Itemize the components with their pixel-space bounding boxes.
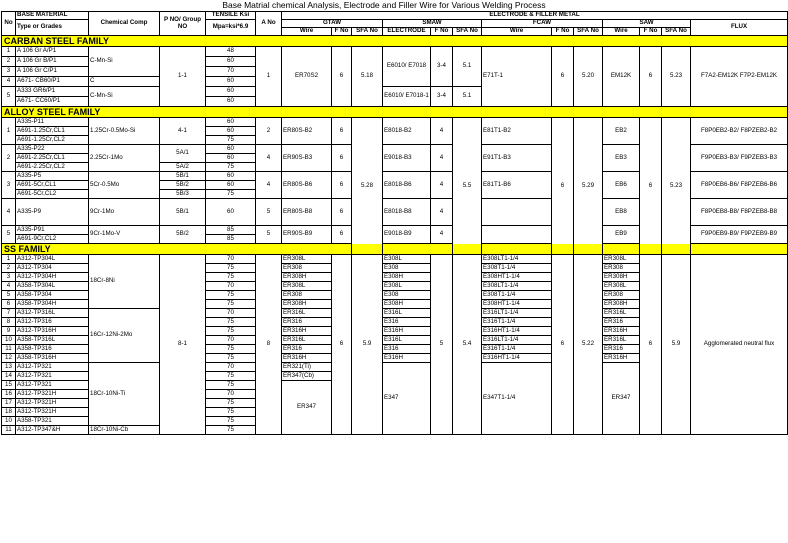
header-chemical: Chemical Comp: [89, 12, 160, 36]
cs-ano: 1: [256, 47, 282, 107]
ss-no: 7: [2, 309, 16, 318]
as-saw-sfa: 5.23: [662, 118, 691, 255]
ss-smaw-electrode: E316L: [383, 309, 431, 318]
ss-gtaw-wire: ER308: [282, 264, 332, 273]
ss-gtaw-wire: ER316L: [282, 336, 332, 345]
ss-grade: A312-TP316L: [16, 309, 89, 318]
ss-tensile: 75: [206, 273, 256, 282]
header-saw-wire: Wire: [603, 28, 640, 36]
as-smaw-electrode: E8018-B6: [383, 172, 431, 199]
ss-tensile: 75: [206, 399, 256, 408]
ss-gtaw-fno: 6: [332, 255, 352, 435]
ss-gtaw-wire: ER347(Cb): [282, 372, 332, 381]
as-grade: A691-9Cr,CL2: [16, 235, 89, 244]
ss-tensile: 75: [206, 264, 256, 273]
ss-no: 6: [2, 300, 16, 309]
ss-grade: A312-TP321H: [16, 390, 89, 399]
ss-no: 13: [2, 363, 16, 372]
ss-pno: 8-1: [160, 255, 206, 435]
cs-grade: A671- CB60/P1: [16, 77, 89, 87]
ss-tensile: 75: [206, 426, 256, 435]
as-gtaw-wire: ER90S-B3: [282, 145, 332, 172]
ss-saw-wire: ER316L: [603, 336, 640, 345]
ss-tensile: 70: [206, 363, 256, 372]
ss-fcaw-wire: E316LT1-1/4: [482, 309, 552, 318]
header-smaw: SMAW: [383, 20, 482, 28]
cs-fcaw-sfa: 5.20: [574, 47, 603, 107]
cs-smaw-electrode: E6010/ E7018: [383, 47, 431, 87]
as-gtaw-wire: ER90S-B9: [282, 226, 332, 244]
ss-grade: A312-TP304: [16, 264, 89, 273]
as-fcaw-wire-empty: [482, 226, 552, 244]
ss-smaw-electrode: E316H: [383, 354, 431, 363]
ss-tensile: 70: [206, 255, 256, 264]
as-saw-wire: EB2: [603, 118, 640, 145]
ss-smaw-electrode: E347: [383, 363, 431, 435]
as-saw-wire: EB6: [603, 172, 640, 199]
ss-tensile: 75: [206, 417, 256, 426]
as-saw-fno: 6: [640, 118, 662, 255]
ss-grade: A358-TP304L: [16, 282, 89, 291]
ss-smaw-electrode: E308H: [383, 300, 431, 309]
ss-tensile: 70: [206, 336, 256, 345]
ss-chem-a: 18Cr-8Ni: [89, 255, 160, 309]
as-chem: 9Cr-1Mo-V: [89, 226, 160, 244]
ss-rows: [2, 255, 788, 435]
as-tensile: 60: [206, 181, 256, 190]
as-grade: A335-P5: [16, 172, 89, 181]
ss-smaw-electrode: E316L: [383, 336, 431, 345]
ss-tensile: 75: [206, 318, 256, 327]
ss-flux: Agglomerated neutral flux: [691, 255, 788, 435]
ss-grade: A312-TP316H: [16, 327, 89, 336]
cs-smaw-fno-2: 3-4: [431, 87, 453, 107]
ss-grade: A358-TP321: [16, 417, 89, 426]
ss-gtaw-wire: ER316: [282, 318, 332, 327]
ss-chem-c: 18Cr-10Ni-Ti: [89, 363, 160, 426]
ss-grade: A358-TP316: [16, 345, 89, 354]
family-ss: SS FAMILY: [2, 244, 788, 255]
ss-grade: A358-TP316L: [16, 336, 89, 345]
as-grade: A335-P9: [16, 199, 89, 226]
cs-no: 5: [2, 87, 16, 107]
family-carbon-steel: CARBAN STEEL FAMILY: [2, 36, 788, 47]
header-ano: A No: [256, 12, 282, 36]
cs-gtaw-sfa: 5.18: [352, 47, 383, 107]
header-saw-sfa: SFA No: [662, 28, 691, 36]
as-grade: A335-P91: [16, 226, 89, 235]
ss-saw-wire: ER308L: [603, 255, 640, 264]
as-chem: 5Cr-0.5Mo: [89, 172, 160, 199]
cs-tensile: 48: [206, 47, 256, 57]
header-pno: P NO/ Group NO: [160, 12, 206, 36]
as-grade: A691-5Cr,CL1: [16, 181, 89, 190]
as-fcaw-wire-empty: [482, 199, 552, 226]
ss-grade: A358-TP316H: [16, 354, 89, 363]
as-pno: 4-1: [160, 118, 206, 145]
as-grade: A335-P22: [16, 145, 89, 154]
ss-no: 11: [2, 426, 16, 435]
ss-fcaw-sfa: 5.22: [574, 255, 603, 435]
header-fcaw-sfa: SFA No: [574, 28, 603, 36]
ss-no: 10: [2, 417, 16, 426]
as-no: 3: [2, 172, 16, 199]
ss-tensile: 75: [206, 354, 256, 363]
ss-saw-wire: ER308L: [603, 282, 640, 291]
ss-fcaw-fno: 6: [552, 255, 574, 435]
ss-tensile: 75: [206, 345, 256, 354]
ss-tensile: 75: [206, 327, 256, 336]
header-no: No: [2, 12, 16, 36]
ss-no: 10: [2, 336, 16, 345]
as-tensile: 60: [206, 127, 256, 136]
as-smaw-electrode: E9018-B3: [383, 145, 431, 172]
ss-tensile: 75: [206, 300, 256, 309]
header-flux: FLUX: [691, 20, 788, 36]
ss-tensile: 75: [206, 372, 256, 381]
ss-no: 15: [2, 381, 16, 390]
as-grade: A691-1.25Cr,CL2: [16, 136, 89, 145]
as-fcaw-sfa: 5.29: [574, 118, 603, 255]
ss-no: 12: [2, 354, 16, 363]
as-gtaw-wire: ER80S-B8: [282, 199, 332, 226]
ss-fcaw-wire: E308LT1-1/4: [482, 282, 552, 291]
cs-grade: A333 GR6/P1: [16, 87, 89, 97]
header-gtaw-sfa: SFA No: [352, 28, 383, 36]
as-gtaw-wire: ER80S-B6: [282, 172, 332, 199]
cs-chem-a: C-Mn-Si: [89, 47, 160, 77]
ss-saw-fno: 6: [640, 255, 662, 435]
cs-tensile: 60: [206, 77, 256, 87]
as-smaw-electrode: E8018-B2: [383, 118, 431, 145]
as-chem: 1.25Cr-0.5Mo-Si: [89, 118, 160, 145]
cs-smaw-sfa: 5.1: [453, 47, 482, 87]
header-fcaw-wire: Wire: [482, 28, 552, 36]
ss-chem-b: 16Cr-12Ni-2Mo: [89, 309, 160, 363]
ss-smaw-electrode: E308L: [383, 282, 431, 291]
ss-saw-wire: ER308H: [603, 273, 640, 282]
as-flux: F9P0EB9-B9/ F9PZEB9-B9: [691, 226, 788, 244]
ss-tensile: 75: [206, 381, 256, 390]
as-grade: A691-1.25Cr,CL1: [16, 127, 89, 136]
header-gtaw-fno: F No: [332, 28, 352, 36]
as-tensile: 75: [206, 190, 256, 199]
cs-saw-wire: EM12K: [603, 47, 640, 107]
as-ano: 4: [256, 145, 282, 172]
as-no: 2: [2, 145, 16, 172]
ss-gtaw-sfa: 5.9: [352, 255, 383, 435]
ss-grade: A312-TP316: [16, 318, 89, 327]
cs-smaw-fno: 3-4: [431, 47, 453, 87]
header-smaw-sfa: SFA No: [453, 28, 482, 36]
ss-tensile: 75: [206, 408, 256, 417]
as-saw-wire: EB9: [603, 226, 640, 244]
ss-grade: A312-TP347&H: [16, 426, 89, 435]
header-fcaw-fno: F No: [552, 28, 574, 36]
ss-grade: A312-TP304H: [16, 273, 89, 282]
ss-grade: A312-TP304L: [16, 255, 89, 264]
header-electrode-filler: ELECTRODE & FILLER METAL: [282, 12, 788, 20]
ss-saw-wire: ER316L: [603, 309, 640, 318]
ss-tensile: 70: [206, 390, 256, 399]
as-smaw-electrode: E8018-B8: [383, 199, 431, 226]
ss-smaw-sfa: 5.4: [453, 255, 482, 435]
ss-fcaw-wire: E308HT1-1/4: [482, 300, 552, 309]
as-gtaw-fno: 6: [332, 118, 352, 145]
header-saw-fno: F No: [640, 28, 662, 36]
cs-tensile: 60: [206, 97, 256, 107]
ss-gtaw-wire: ER308L: [282, 282, 332, 291]
as-pno: 5B/1: [160, 172, 206, 181]
ss-fcaw-wire: E316T1-1/4: [482, 318, 552, 327]
ss-gtaw-wire: ER347: [282, 381, 332, 435]
as-grade: A691-2.25Cr,CL1: [16, 154, 89, 163]
ss-saw-wire: ER316: [603, 318, 640, 327]
ss-fcaw-wire: E308T1-1/4: [482, 291, 552, 300]
as-flux: F8P0EB8-B8/ F8PZEB8-B8: [691, 199, 788, 226]
ss-no: 3: [2, 273, 16, 282]
ss-table-row: [2, 255, 788, 264]
document-title: Base Matrial chemical Analysis, Electrode and Filler Wire for Various Welding Process: [222, 0, 546, 10]
ss-saw-sfa: 5.9: [662, 255, 691, 435]
as-gtaw-fno: 6: [332, 145, 352, 172]
ss-fcaw-wire: E316HT1-1/4: [482, 354, 552, 363]
header-smaw-electrode: ELECTRODE: [383, 28, 431, 36]
ss-gtaw-wire: ER316L: [282, 309, 332, 318]
ss-tensile: 70: [206, 282, 256, 291]
as-tensile: 85: [206, 226, 256, 235]
ss-smaw-electrode: E308L: [383, 255, 431, 264]
as-gtaw-fno: 6: [332, 199, 352, 226]
ss-fcaw-wire: E316HT1-1/4: [482, 327, 552, 336]
as-saw-wire: EB8: [603, 199, 640, 226]
ss-grade: A312-TP321: [16, 372, 89, 381]
ss-smaw-electrode: E316H: [383, 327, 431, 336]
ss-saw-wire: ER308: [603, 291, 640, 300]
header-type-grade: Type or Grades: [16, 20, 89, 36]
family-alloy-steel: ALLOY STEEL FAMILY: [2, 107, 788, 118]
as-ano: 2: [256, 118, 282, 145]
header-tensile: TENSILE Ksi: [206, 12, 256, 20]
as-tensile: 60: [206, 199, 256, 226]
cs-no: 3: [2, 67, 16, 77]
ss-no: 18: [2, 408, 16, 417]
ss-grade: A358-TP304H: [16, 300, 89, 309]
as-no: 5: [2, 226, 16, 244]
ss-fcaw-wire: E347T1-1/4: [482, 363, 552, 435]
ss-gtaw-wire: ER308: [282, 291, 332, 300]
ss-saw-wire: ER308: [603, 264, 640, 273]
ss-saw-wire: ER316H: [603, 327, 640, 336]
as-flux: F8P0EB2-B2/ F8PZEB2-B2: [691, 118, 788, 145]
ss-smaw-electrode: E308: [383, 264, 431, 273]
cs-tensile: 60: [206, 87, 256, 97]
ss-no: 5: [2, 291, 16, 300]
cs-no: 1: [2, 47, 16, 57]
as-flux: F8P0EB6-B6/ F8PZEB6-B6: [691, 172, 788, 199]
ss-gtaw-wire: ER308L: [282, 255, 332, 264]
as-smaw-fno: 4: [431, 199, 453, 226]
as-smaw-fno: 4: [431, 172, 453, 199]
as-grade: A691-2.25Cr,CL2: [16, 163, 89, 172]
ss-no: 17: [2, 399, 16, 408]
welding-table: [1, 11, 788, 435]
cs-smaw-electrode-2: E6010/ E7018-1: [383, 87, 431, 107]
ss-grade: A312-TP321H: [16, 408, 89, 417]
ss-no: 1: [2, 255, 16, 264]
as-fcaw-wire: E81T1-B2: [482, 118, 552, 145]
as-pno: 5B/3: [160, 190, 206, 199]
ss-chem: 18Cr-10Ni-Cb: [89, 426, 160, 435]
cs-grade: A 106 Gr C/P1: [16, 67, 89, 77]
as-tensile: 75: [206, 136, 256, 145]
ss-grade: A312-TP321H: [16, 399, 89, 408]
as-ano: 4: [256, 172, 282, 199]
ss-smaw-fno: 5: [431, 255, 453, 435]
ss-saw-wire: ER316H: [603, 354, 640, 363]
header-saw: SAW: [603, 20, 691, 28]
header-tensile-unit: Mpa=ksi*6.9: [206, 20, 256, 36]
ss-fcaw-wire: E316T1-1/4: [482, 345, 552, 354]
as-flux: F9P0EB3-B3/ F9PZEB3-B3: [691, 145, 788, 172]
ss-no: 11: [2, 345, 16, 354]
as-ano: 5: [256, 226, 282, 244]
cs-fcaw-fno: 6: [552, 47, 574, 107]
as-no: 1: [2, 118, 16, 145]
ss-gtaw-wire: ER308H: [282, 273, 332, 282]
as-no: 4: [2, 199, 16, 226]
ss-saw-wire: ER316: [603, 345, 640, 354]
ss-fcaw-wire: E308LT1-1/4: [482, 255, 552, 264]
header-gtaw-wire: Wire: [282, 28, 332, 36]
ss-fcaw-wire: E308HT1-1/4: [482, 273, 552, 282]
as-fcaw-fno: 6: [552, 118, 574, 255]
ss-fcaw-wire: E316LT1-1/4: [482, 336, 552, 345]
as-saw-wire: EB3: [603, 145, 640, 172]
as-gtaw-fno: 6: [332, 226, 352, 244]
cs-chem-b: C-Mn-Si: [89, 87, 160, 107]
cs-no: 4: [2, 77, 16, 87]
ss-tensile: 75: [206, 291, 256, 300]
as-smaw-electrode: E9018-B9: [383, 226, 431, 244]
as-gtaw-wire: ER80S-B2: [282, 118, 332, 145]
as-tensile: 75: [206, 163, 256, 172]
cs-fcaw-wire: E71T-1: [482, 47, 552, 107]
ss-ano: 8: [256, 255, 282, 435]
cs-no: 2: [2, 57, 16, 67]
ss-tensile: 70: [206, 309, 256, 318]
ss-no: 4: [2, 282, 16, 291]
as-tensile: 60: [206, 154, 256, 163]
header-fcaw: FCAW: [482, 20, 603, 28]
ss-smaw-electrode: E316: [383, 318, 431, 327]
as-tensile: 60: [206, 145, 256, 154]
cs-flux: F7A2-EM12K F7P2-EM12K: [691, 47, 788, 107]
ss-grade: A312-TP321: [16, 363, 89, 372]
header-base-material: BASE MATERIAL: [16, 12, 89, 20]
as-gtaw-fno: 6: [332, 172, 352, 199]
as-chem: 2.25Cr-1Mo: [89, 145, 160, 172]
ss-gtaw-wire: ER316H: [282, 327, 332, 336]
ss-smaw-electrode: E308H: [383, 273, 431, 282]
as-ano: 5: [256, 199, 282, 226]
cs-tensile: 70: [206, 67, 256, 77]
ss-gtaw-wire: ER321(Ti): [282, 363, 332, 372]
as-pno: 5B/1: [160, 199, 206, 226]
ss-no: 16: [2, 390, 16, 399]
cs-grade: A671- CC60/P1: [16, 97, 89, 107]
ss-no: 2: [2, 264, 16, 273]
ss-grade: A358-TP304: [16, 291, 89, 300]
ss-smaw-electrode: E308: [383, 291, 431, 300]
ss-smaw-electrode: E316: [383, 345, 431, 354]
cs-gtaw-fno: 6: [332, 47, 352, 107]
as-gtaw-sfa: 5.28: [352, 118, 383, 255]
ss-saw-wire: ER308H: [603, 300, 640, 309]
ss-gtaw-wire: ER308H: [282, 300, 332, 309]
as-tensile: 60: [206, 118, 256, 127]
cs-grade: A 106 Gr B/P1: [16, 57, 89, 67]
cs-grade: A 106 Gr A/P1: [16, 47, 89, 57]
as-grade: A335-P11: [16, 118, 89, 127]
as-smaw-fno: 4: [431, 226, 453, 244]
header-gtaw: GTAW: [282, 20, 383, 28]
as-smaw-fno: 4: [431, 145, 453, 172]
as-chem: 9Cr-1Mo: [89, 199, 160, 226]
as-pno: 5B/2: [160, 226, 206, 244]
cs-saw-fno: 6: [640, 47, 662, 107]
ss-gtaw-wire: ER316: [282, 345, 332, 354]
ss-grade: A312-TP321: [16, 381, 89, 390]
as-pno: 5A/1: [160, 145, 206, 163]
cs-smaw-sfa-2: 5.1: [453, 87, 482, 107]
as-fcaw-wire: E91T1-B3: [482, 145, 552, 172]
as-pno: 5B/2: [160, 181, 206, 190]
as-fcaw-wire: E81T1-B6: [482, 172, 552, 199]
ss-fcaw-wire: E308T1-1/4: [482, 264, 552, 273]
as-grade: A691-5Cr,CL2: [16, 190, 89, 199]
ss-no: 14: [2, 372, 16, 381]
cs-tensile: 60: [206, 57, 256, 67]
as-smaw-sfa: 5.5: [453, 118, 482, 255]
header-smaw-fno: F No: [431, 28, 453, 36]
ss-saw-wire: ER347: [603, 363, 640, 435]
ss-no: 8: [2, 318, 16, 327]
cs-chem: C: [89, 77, 160, 87]
cs-saw-sfa: 5.23: [662, 47, 691, 107]
ss-no: 9: [2, 327, 16, 336]
as-tensile: 60: [206, 172, 256, 181]
cs-pno: 1-1: [160, 47, 206, 107]
as-pno: 5A/2: [160, 163, 206, 172]
as-smaw-fno: 4: [431, 118, 453, 145]
ss-gtaw-wire: ER316H: [282, 354, 332, 363]
as-tensile: 85: [206, 235, 256, 244]
cs-gtaw-wire: ER70S2: [282, 47, 332, 107]
